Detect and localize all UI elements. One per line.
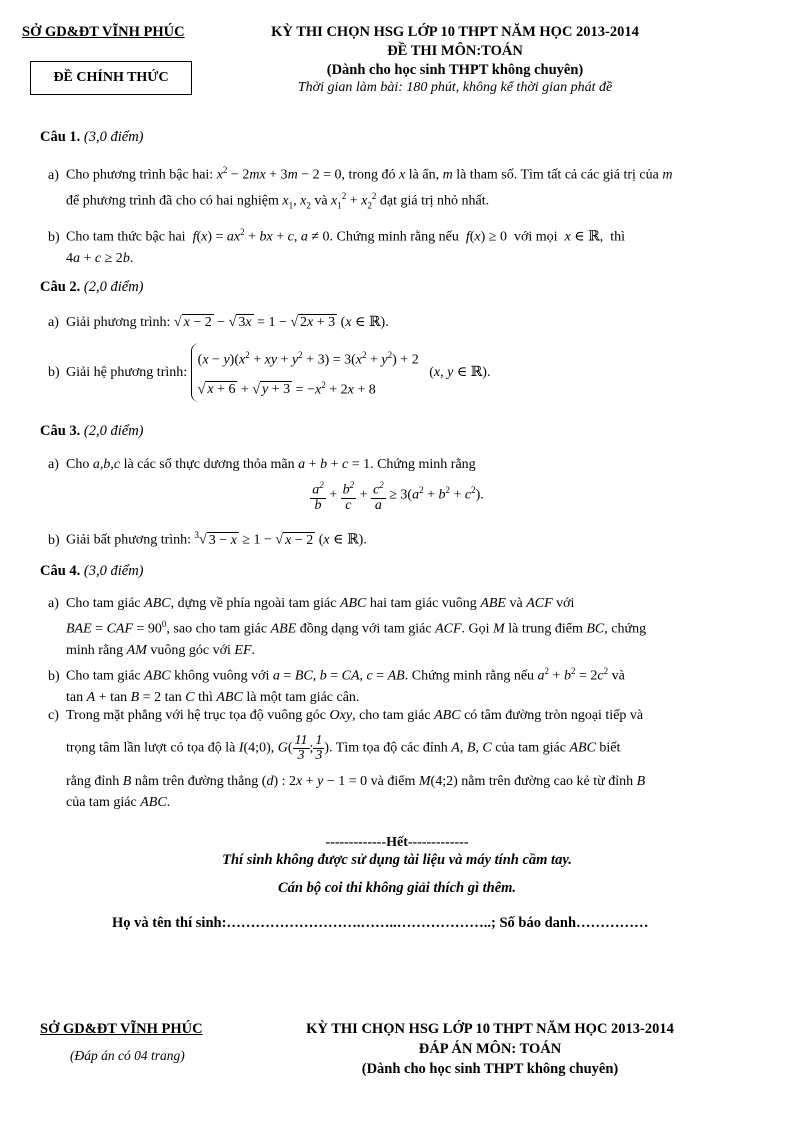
answer-pages-note: (Đáp án có 04 trang): [70, 1048, 185, 1063]
answer-audience: (Dành cho học sinh THPT không chuyên): [361, 1061, 619, 1077]
question-4-heading: Câu 4. (3,0 điểm): [40, 563, 144, 579]
question-2b: b) Giải hệ phương trình: $(x - y)(x^2$ + xy + $y^2 + 3) = 3(x^2 + y^2) + 2$ √ x + 6 + √ $y + 3 = -x^2 + 2x + 8$ (x, y ∈ ℝ).: [48, 343, 764, 402]
official-badge: ĐỀ CHÍNH THỨC: [30, 61, 192, 95]
question-1a: a) Cho phương trình bậc hai: $x^2 - 2mx + 3m - 2 = 0$, trong đó x là ẩn, m là tham số. Tìm tất cả các giá trị của m để phương trình đã cho có hai nghiệm $x_1$, $x_2$ và $x_1^2 + x_2^2$ đạt giá trị nhỏ nhất.: [48, 165, 673, 211]
exam-time: Thời gian làm bài: 180 phút, không kể thời gian phát đề: [297, 80, 613, 95]
note-no-explanation: Cán bộ coi thi không giải thích gì thêm.: [277, 880, 517, 896]
answer-subject: ĐÁP ÁN MÔN: TOÁN: [418, 1041, 562, 1057]
question-3a-inequality: $\frac{a^2}{b}$ + $\frac{b^2}{c}$ + $\frac{c^2}{a}$ ≥ $3(a^2 + b^2 + c^2)$.: [312, 480, 484, 513]
question-3a: a) Cho a,b,c là các số thực dương thỏa mãn a + b + c = 1. Chứng minh rằng: [48, 457, 476, 472]
exam-title: KỲ THI CHỌN HSG LỚP 10 THPT NĂM HỌC 2013-2014: [271, 24, 639, 40]
question-1b: b) Cho tam thức bậc hai $f(x) = ax^2$ + bx + c, a ≠ 0. Chứng minh rằng nếu f(x) ≥ 0 với mọi x ∈ ℝ, thì 4a + c ≥ 2b.: [48, 227, 626, 266]
answer-exam-title: KỲ THI CHỌN HSG LỚP 10 THPT NĂM HỌC 2013-2014: [306, 1021, 674, 1037]
note-no-materials: Thí sinh không được sử dụng tài liệu và máy tính cầm tay.: [222, 852, 572, 868]
question-4b: b) Cho tam giác ABC không vuông với a = BC, b = CA, c = AB. Chứng minh rằng nếu $a^2 + b^2 = 2c^2$ và tan A + tan B = 2 tan C thì ABC là một tam giác cân.: [48, 666, 625, 705]
question-4c: c) Trong mặt phẳng với hệ trục tọa độ vuông góc Oxy, cho tam giác ABC có tâm đường tròn ngoại tiếp và trọng tâm lần lượt có tọa độ là I(4;0), G( $\frac{11}{3}$ ; $\frac{1}{3}$ ). Tìm tọa độ các đỉnh A, B, C của tam giác ABC biết rằng đỉnh B nằm trên đường thẳng (d) : 2x + y − 1 = 0 và điểm M(4;2) nằm trên đường cao kẻ từ đỉnh B của tam giác ABC.: [48, 708, 646, 810]
exam-audience: (Dành cho học sinh THPT không chuyên): [326, 62, 584, 78]
question-3b: b) Giải bất phương trình: $^3$√ 3 − x ≥ 1 − √ x − 2 (x ∈ ℝ).: [48, 530, 367, 548]
question-1-heading: Câu 1. (3,0 điểm): [40, 129, 144, 145]
answer-department-name: SỞ GD&ĐT VĨNH PHÚC: [40, 1021, 203, 1037]
question-2-heading: Câu 2. (2,0 điểm): [40, 279, 144, 295]
end-marker: -------------Hết-------------: [325, 835, 469, 850]
question-4a: a) Cho tam giác ABC, dựng về phía ngoài tam giác ABC hai tam giác vuông ABE và ACF với BAE = CAF = $90^0$, sao cho tam giác ABE đồng dạng với tam giác ACF. Gọi M là trung điểm BC, chứng minh rằng AM vuông góc với EF.: [48, 596, 647, 658]
exam-subject: ĐỀ THI MÔN:TOÁN: [387, 43, 523, 59]
candidate-info-line: Họ và tên thí sinh:……………………….……..………………..; Số báo danh……………: [112, 915, 649, 931]
question-3-heading: Câu 3. (2,0 điểm): [40, 423, 144, 439]
department-name: SỞ GD&ĐT VĨNH PHÚC: [22, 24, 185, 40]
question-2a: a) Giải phương trình: √ x − 2 − √ 3x = 1 − √ 2x + 3 (x ∈ ℝ).: [48, 315, 389, 330]
